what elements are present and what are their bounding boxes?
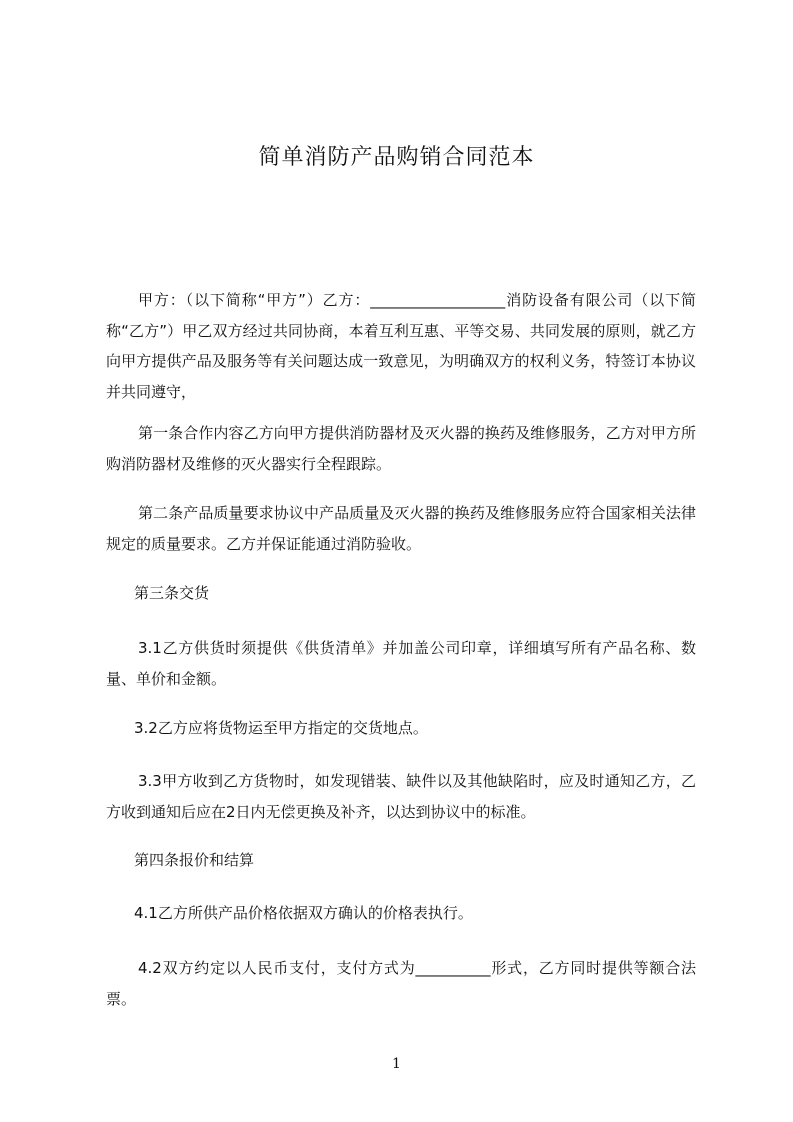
clause-3-2-paragraph: 3.2乙方应将货物运至甲方指定的交货地点。 — [134, 719, 428, 737]
clause-4-2-paragraph: 4.2双方约定以人民币支付，支付方式为__________形式，乙方同时提供等额合法票。 — [106, 959, 696, 1008]
clause-4-1-paragraph: 4.1乙方所供产品价格依据双方确认的价格表执行。 — [134, 904, 473, 922]
clause-3-3-paragraph: 3.3甲方收到乙方货物时，如发现错装、缺件以及其他缺陷时，应及时通知乙方，乙方收到通知后应在2日内无偿更换及补齐，以达到协议中的标准。 — [106, 772, 696, 821]
preamble-paragraph: 甲方：（以下简称“甲方”）乙方：__________________消防设备有限公司（以下简称“乙方”）甲乙双方经过共同协商，本着互利互惠、平等交易、共同发展的原则，就乙方向甲方提供产品及服务等有关问题达成一致意见，为明确双方的权利义务，特签订本协议并共同遵守， — [106, 291, 696, 401]
article-3-heading: 第三条交货 — [134, 584, 210, 602]
article-4-heading: 第四条报价和结算 — [134, 851, 255, 869]
page-number: 1 — [392, 1056, 401, 1072]
article-2-paragraph: 第二条产品质量要求协议中产品质量及灭火器的换药及维修服务应符合国家相关法律规定的质量要求。乙方并保证能通过消防验收。 — [106, 504, 696, 553]
article-1-paragraph: 第一条合作内容乙方向甲方提供消防器材及灭火器的换药及维修服务，乙方对甲方所购消防器材及维修的灭火器实行全程跟踪。 — [106, 424, 696, 473]
clause-3-1-paragraph: 3.1乙方供货时须提供《供货清单》并加盖公司印章，详细填写所有产品名称、数量、单价和金额。 — [106, 639, 696, 688]
document-title: 简单消防产品购销合同范本 — [258, 145, 535, 170]
